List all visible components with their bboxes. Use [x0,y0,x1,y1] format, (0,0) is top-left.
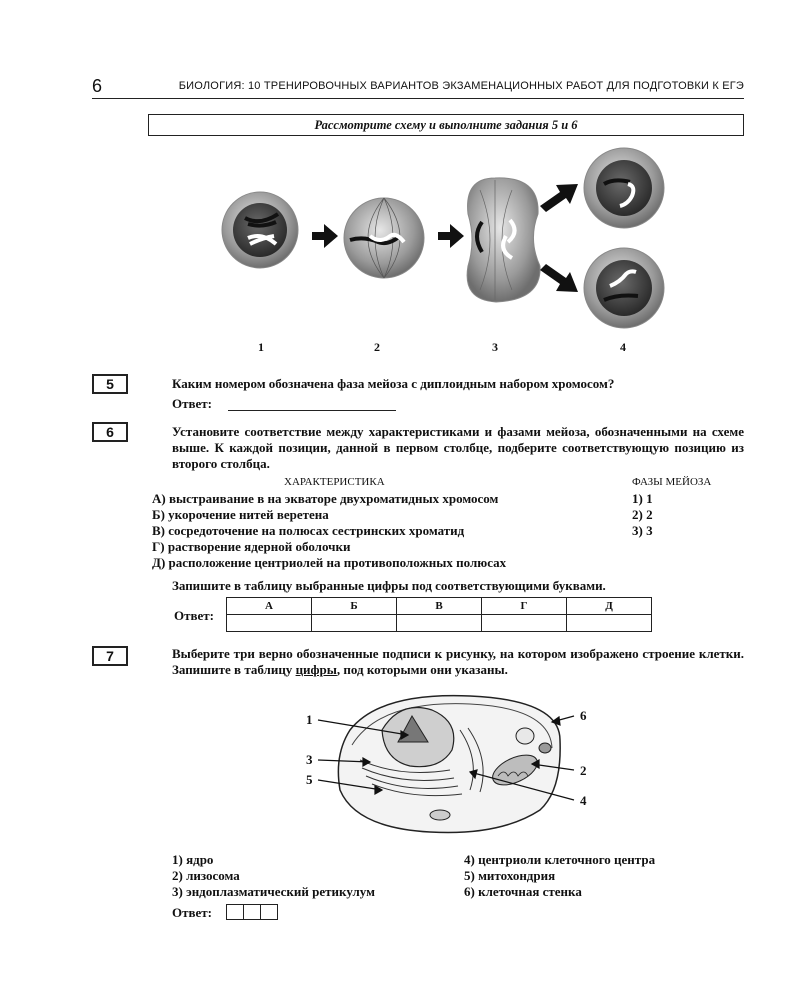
phase-2: 2) 2 [632,507,653,522]
answer-digit-1[interactable] [226,904,244,920]
option-4: 4) центриоли клеточного центра [464,852,656,867]
characteristic-d: Д) расположение центриолей на противоположных полюсах [152,555,507,570]
stage-label-1: 1 [258,340,264,354]
option-1: 1) ядро [172,852,214,867]
task-7-intro-part1: Выберите три верно обозначенные подписи к рисунку, на котором изображено строение клетки. Запишите в таблицу [172,646,744,677]
task-6-answer-label: Ответ: [174,608,215,623]
task-7-answer-label: Ответ: [172,905,213,920]
task-5-question: Каким номером обозначена фаза мейоза с диплоидным набором хромосом? [172,376,615,391]
col-letter-v: В [397,598,482,615]
option-5: 5) митохондрия [464,868,556,883]
figure-label-2: 2 [580,763,587,778]
figure-label-5: 5 [306,772,313,787]
option-2: 2) лизосома [172,868,240,883]
stage-label-3: 3 [492,340,498,354]
task-6-number: 6 [92,422,128,442]
stage-label-2: 2 [374,340,380,354]
scheme-title: Рассмотрите схему и выполните задания 5 и 6 [148,114,744,136]
task-7-answer-cells [226,904,277,920]
col-letter-g: Г [482,598,567,615]
page-number: 6 [92,76,103,96]
col-letter-a: А [227,598,312,615]
book-title: БИОЛОГИЯ: 10 ТРЕНИРОВОЧНЫХ ВАРИАНТОВ ЭКЗАМЕНАЦИОННЫХ РАБОТ ДЛЯ ПОДГОТОВКИ К ЕГЭ [178,80,744,92]
phase-1: 1) 1 [632,491,653,506]
col-letter-d: Д [567,598,652,615]
figure-label-1: 1 [306,712,313,727]
characteristic-header: ХАРАКТЕРИСТИКА [284,476,385,488]
option-6: 6) клеточная стенка [464,884,582,899]
characteristic-a: А) выстраивание в на экваторе двухроматидных хромосом [152,491,499,506]
task-5-number: 5 [92,374,128,394]
task-7-intro-part2: , под которыми они указаны. [336,662,508,677]
task-5-answer-label: Ответ: [172,396,213,411]
figure-label-3: 3 [306,752,313,767]
phase-3: 3) 3 [632,523,653,538]
characteristic-b: Б) укорочение нитей веретена [152,507,329,522]
answer-digit-2[interactable] [243,904,261,920]
stage-label-4: 4 [620,340,626,354]
col-letter-b: Б [312,598,397,615]
characteristic-g: Г) растворение ядерной оболочки [152,539,351,554]
task-7-number: 7 [92,646,128,666]
task-6-instruction: Запишите в таблицу выбранные цифры под соответствующими буквами. [172,578,606,593]
characteristic-v: В) сосредоточение на полюсах сестринских хроматид [152,523,465,538]
figure-label-6: 6 [580,708,587,723]
figure-label-4: 4 [580,793,587,808]
option-3: 3) эндоплазматический ретикулум [172,884,375,899]
phases-header: ФАЗЫ МЕЙОЗА [632,476,712,488]
task-6-intro: Установите соответствие между характеристиками и фазами мейоза, обозначенными на схеме выше. К каждой позиции, данной в первом столбце, подберите соответствующую позицию из второго столбца. [172,424,744,471]
task-7-intro-emphasis: цифры [295,662,337,677]
answer-digit-3[interactable] [260,904,278,920]
